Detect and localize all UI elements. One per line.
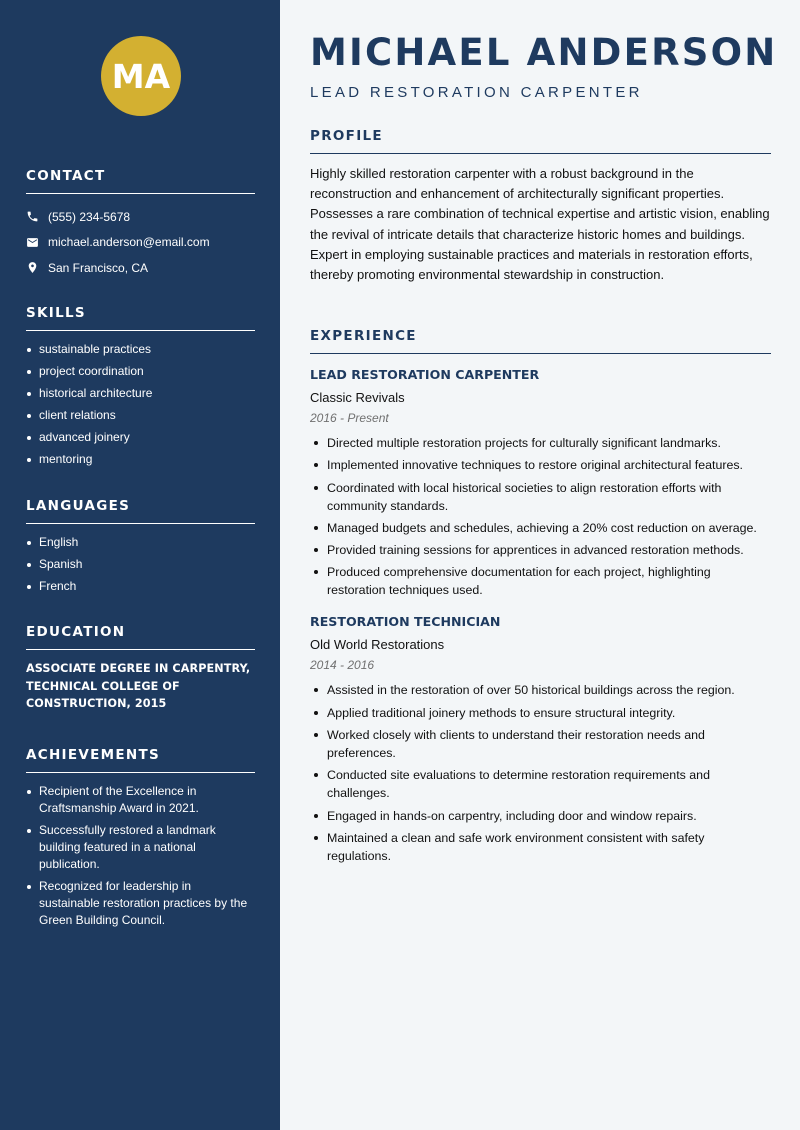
- job-bullet: Implemented innovative techniques to restore original architectural features.: [310, 456, 771, 474]
- job-bullet: Maintained a clean and safe work environment consistent with safety regulations.: [310, 829, 771, 865]
- languages-section: [26, 498, 255, 600]
- email-text: michael.anderson@email.com: [48, 235, 210, 250]
- skills-heading: SKILLS: [26, 305, 255, 331]
- achievements-list: [26, 783, 255, 929]
- job-bullet: Applied traditional joinery methods to ensure structural integrity.: [310, 704, 771, 722]
- job-bullet: Produced comprehensive documentation for each project, highlighting restoration techniques used.: [310, 563, 771, 599]
- job-bullet: Engaged in hands-on carpentry, including door and window repairs.: [310, 807, 771, 825]
- contact-location: [26, 255, 255, 281]
- job-dates: 2014 - 2016: [310, 658, 375, 673]
- skill-item: advanced joinery: [26, 429, 255, 446]
- profile-heading: PROFILE: [310, 128, 771, 154]
- languages-list: [26, 534, 255, 595]
- job-bullet: Worked closely with clients to understand their restoration needs and preferences.: [310, 726, 771, 762]
- job-company: Classic Revivals: [310, 390, 405, 405]
- job-bullet: Managed budgets and schedules, achieving a 20% cost reduction on average.: [310, 519, 771, 537]
- job-bullet: Conducted site evaluations to determine restoration requirements and challenges.: [310, 766, 771, 802]
- job-bullets: [310, 434, 771, 599]
- languages-heading: LANGUAGES: [26, 498, 255, 524]
- achievement-item: Successfully restored a landmark building featured in a national publication.: [26, 822, 255, 873]
- job-role: RESTORATION TECHNICIAN: [310, 614, 501, 630]
- education-section: [26, 624, 255, 713]
- education-entry: ASSOCIATE DEGREE IN CARPENTRY, TECHNICAL COLLEGE OF CONSTRUCTION, 2015: [26, 662, 251, 710]
- contact-section: [26, 168, 255, 281]
- achievement-item: Recipient of the Excellence in Craftsmanship Award in 2021.: [26, 783, 255, 817]
- candidate-name: MICHAEL ANDERSON: [310, 31, 778, 74]
- email-icon: [26, 236, 39, 249]
- location-text: San Francisco, CA: [48, 260, 149, 275]
- achievements-section: [26, 747, 255, 934]
- location-pin-icon: [26, 261, 39, 274]
- job-company: Old World Restorations: [310, 637, 445, 653]
- job-bullet: Directed multiple restoration projects for culturally significant landmarks.: [310, 434, 771, 452]
- achievement-item: Recognized for leadership in sustainable restoration practices by the Green Building Council.: [26, 878, 255, 929]
- candidate-title: LEAD RESTORATION CARPENTER: [310, 84, 643, 101]
- achievements-heading: ACHIEVEMENTS: [26, 747, 255, 773]
- contact-email: [26, 230, 255, 256]
- skill-item: client relations: [26, 407, 255, 424]
- contact-heading: CONTACT: [26, 168, 255, 194]
- job-dates: 2016 - Present: [310, 411, 389, 425]
- job-entry: [310, 613, 771, 864]
- sidebar: [0, 0, 280, 1130]
- phone-icon: [26, 210, 39, 223]
- education-heading: EDUCATION: [26, 624, 255, 650]
- profile-section: [310, 128, 771, 285]
- skill-item: historical architecture: [26, 385, 255, 402]
- skill-item: mentoring: [26, 451, 255, 468]
- job-entry: [310, 366, 771, 599]
- job-bullet: Coordinated with local historical societies to align restoration efforts with community standards.: [310, 479, 771, 515]
- experience-section: [310, 328, 771, 869]
- profile-summary: Highly skilled restoration carpenter with a robust background in the reconstruction and enhancement of architecturally significant properties. Possesses a rare combination of technical expertise and artistic vision, enabling the revival of intricate details that characterize historic homes and buildings. Expert in employing sustainable practices and materials in restoration efforts, thereby promoting environmental stewardship in construction.: [310, 166, 770, 283]
- job-role: LEAD RESTORATION CARPENTER: [310, 367, 540, 382]
- avatar: MA: [101, 36, 181, 116]
- job-bullet: Assisted in the restoration of over 50 historical buildings across the region.: [310, 681, 771, 699]
- language-item: English: [26, 534, 255, 551]
- job-bullet: Provided training sessions for apprentices in advanced restoration methods.: [310, 541, 771, 559]
- skills-section: [26, 305, 255, 473]
- experience-heading: EXPERIENCE: [310, 328, 771, 354]
- skills-list: [26, 341, 255, 468]
- contact-phone: [26, 204, 255, 230]
- language-item: French: [26, 578, 255, 595]
- job-bullets: [310, 681, 771, 864]
- skill-item: sustainable practices: [26, 341, 255, 358]
- skill-item: project coordination: [26, 363, 255, 380]
- language-item: Spanish: [26, 556, 255, 573]
- phone-text: (555) 234-5678: [48, 209, 131, 224]
